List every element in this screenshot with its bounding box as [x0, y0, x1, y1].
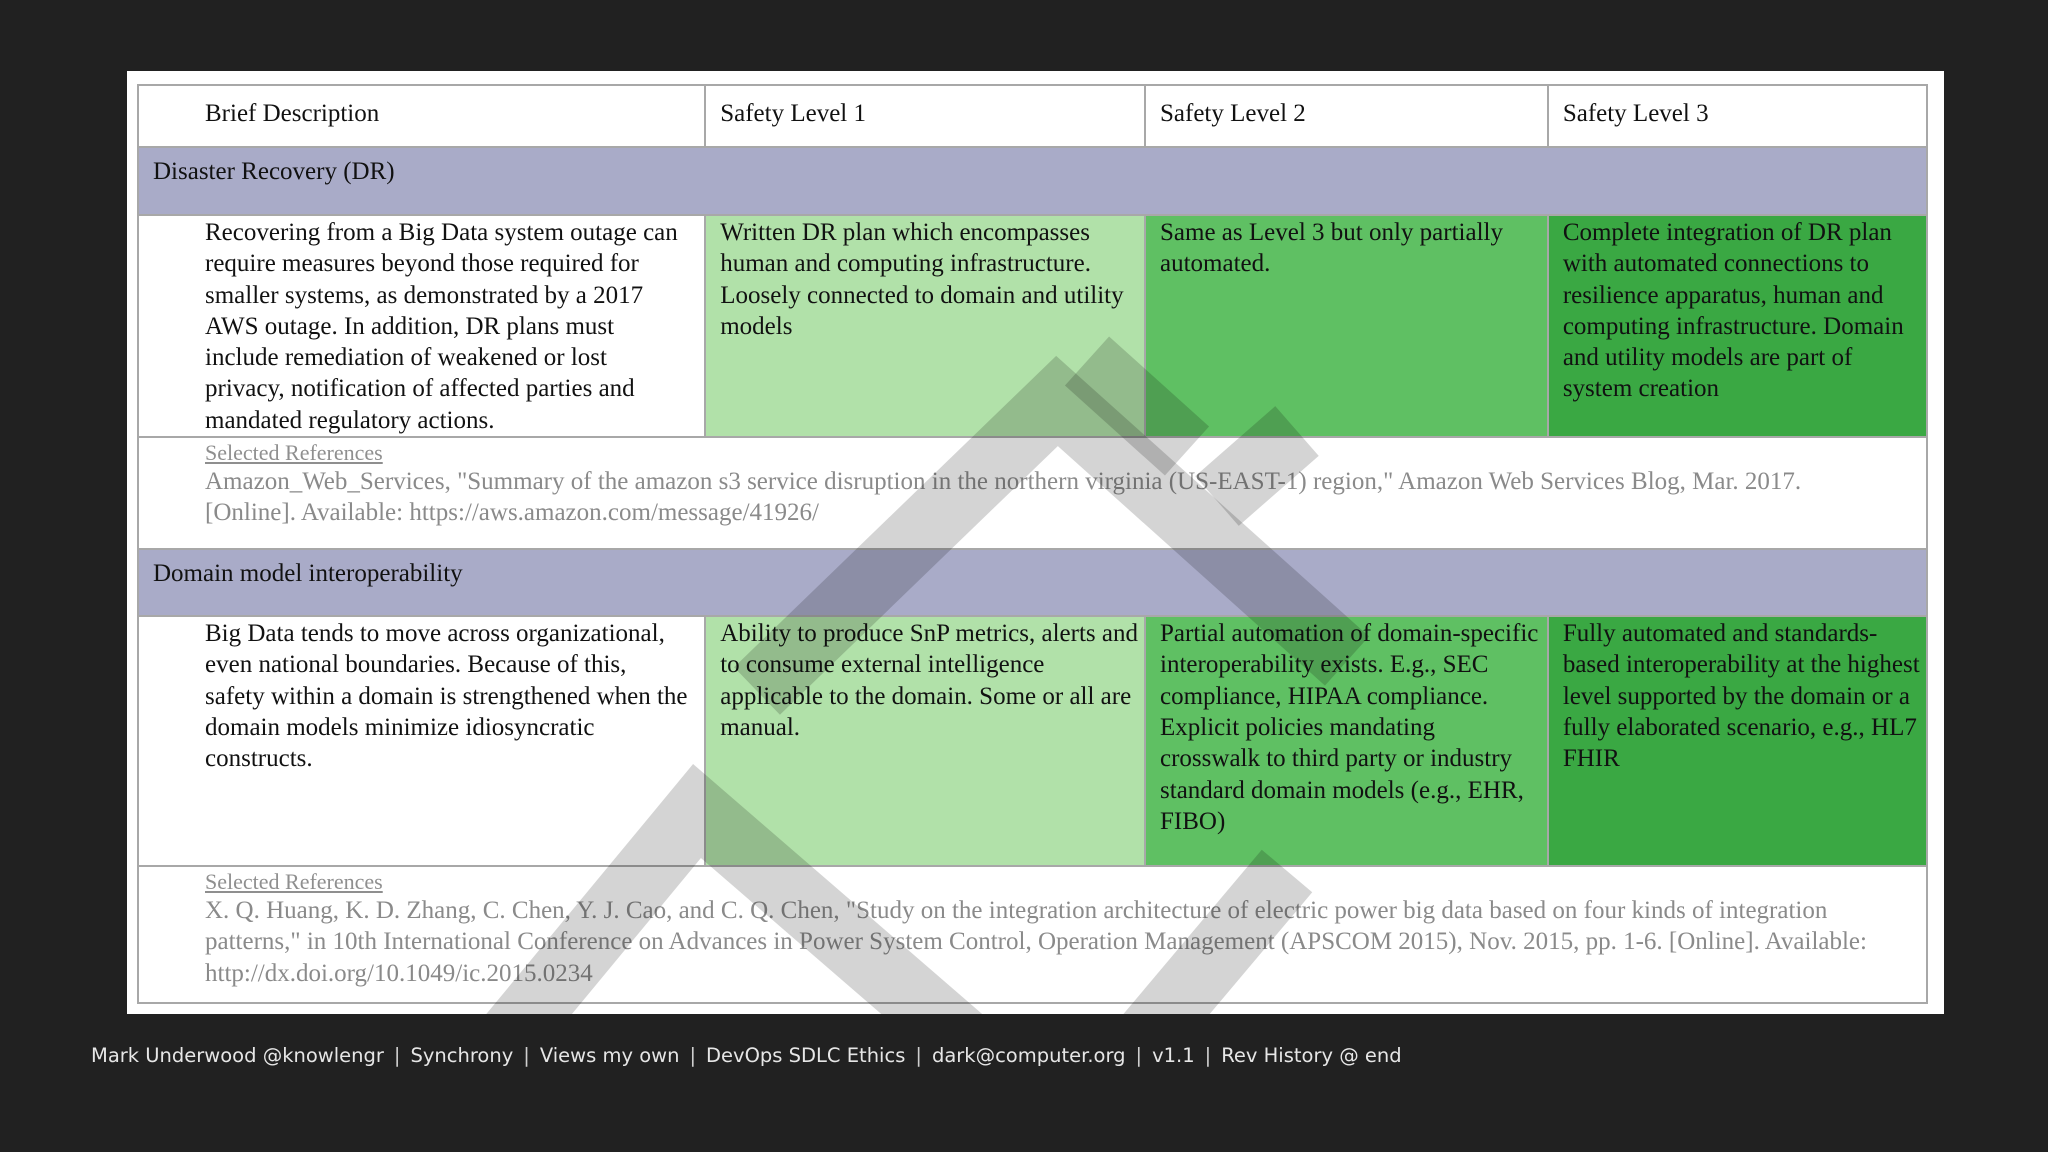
level-3-cell: Fully automated and standards-based interoperability at the highest level supported by the domain or a fully elaborated scenario, e.g., HL7 FHIR: [1548, 616, 1927, 866]
header-brief-description: Brief Description: [138, 85, 705, 147]
references-row: [138, 437, 1927, 549]
footer-separator: |: [523, 1044, 530, 1067]
description-cell: Big Data tends to move across organizational, even national boundaries. Because of this, safety within a domain is strengthened when the domain models minimize idiosyncratic constructs.: [138, 616, 705, 866]
slide-image: [127, 71, 1944, 1014]
footer-author: Mark Underwood @knowlengr: [91, 1044, 384, 1067]
section-row-disaster-recovery: [138, 147, 1927, 215]
level-3-cell: Complete integration of DR plan with automated connections to resilience apparatus, human and computing infrastructure. Domain and utility models are part of system creation: [1548, 215, 1927, 437]
table-row: [138, 215, 1927, 437]
section-row-domain-model-interoperability: [138, 549, 1927, 616]
level-1-cell: Written DR plan which encompasses human and computing infrastructure. Loosely connected to domain and utility models: [705, 215, 1145, 437]
table-row: [138, 616, 1927, 866]
footer-separator: |: [1204, 1044, 1212, 1067]
references-row: [138, 866, 1927, 1003]
footer-separator: |: [1135, 1044, 1143, 1067]
references-text: X. Q. Huang, K. D. Zhang, C. Chen, Y. J. Cao, and C. Q. Chen, "Study on the integration architecture of electric power big data based on four kinds of integration patterns," in 10th International Conference on Advances in Power System Control, Operation Management (APSCOM 2015), Nov. 2015, pp. 1-6. [Online]. Available: http://dx.doi.org/10.1049/ic.2015.0234: [205, 897, 1867, 987]
level-2-cell: Partial automation of domain-specific interoperability exists. E.g., SEC compliance, HIPAA compliance. Explicit policies mandating crosswalk to third party or industry standard domain models (e.g., EHR, FIBO): [1145, 616, 1548, 866]
footer-separator: |: [689, 1044, 697, 1067]
section-title: Domain model interoperability: [138, 549, 1927, 616]
footer-topic: DevOps SDLC Ethics: [706, 1044, 906, 1067]
footer-disclaimer: Views my own: [539, 1044, 680, 1067]
safety-levels-table: [137, 84, 1928, 1004]
footer-email: dark@computer.org: [931, 1044, 1126, 1067]
footer-version: v1.1: [1152, 1044, 1195, 1067]
references-cell: [138, 437, 1927, 549]
header-safety-level-3: Safety Level 3: [1548, 85, 1927, 147]
header-safety-level-2: Safety Level 2: [1145, 85, 1548, 147]
level-1-cell: Ability to produce SnP metrics, alerts and to consume external intelligence applicable to the domain. Some or all are manual.: [705, 616, 1145, 866]
level-2-cell: Same as Level 3 but only partially automated.: [1145, 215, 1548, 437]
references-label: Selected References: [205, 869, 383, 895]
header-safety-level-1: Safety Level 1: [705, 85, 1145, 147]
footer: [91, 1044, 1891, 1067]
table-header-row: [138, 85, 1927, 147]
footer-company: Synchrony: [410, 1044, 514, 1067]
description-cell: Recovering from a Big Data system outage can require measures beyond those required for smaller systems, as demonstrated by a 2017 AWS outage. In addition, DR plans must include remediation of weakened or lost privacy, notification of affected parties and mandated regulatory actions.: [138, 215, 705, 437]
footer-rev-history: Rev History @ end: [1221, 1044, 1402, 1067]
references-label: Selected References: [205, 440, 383, 466]
section-title: Disaster Recovery (DR): [138, 147, 1927, 215]
references-text: Amazon_Web_Services, "Summary of the amazon s3 service disruption in the northern virginia (US-EAST-1) region," Amazon Web Services Blog, Mar. 2017. [Online]. Available: https://aws.amazon.com/message/41926/: [205, 468, 1802, 527]
footer-separator: |: [393, 1044, 401, 1067]
references-cell: [138, 866, 1927, 1003]
footer-separator: |: [915, 1044, 922, 1067]
